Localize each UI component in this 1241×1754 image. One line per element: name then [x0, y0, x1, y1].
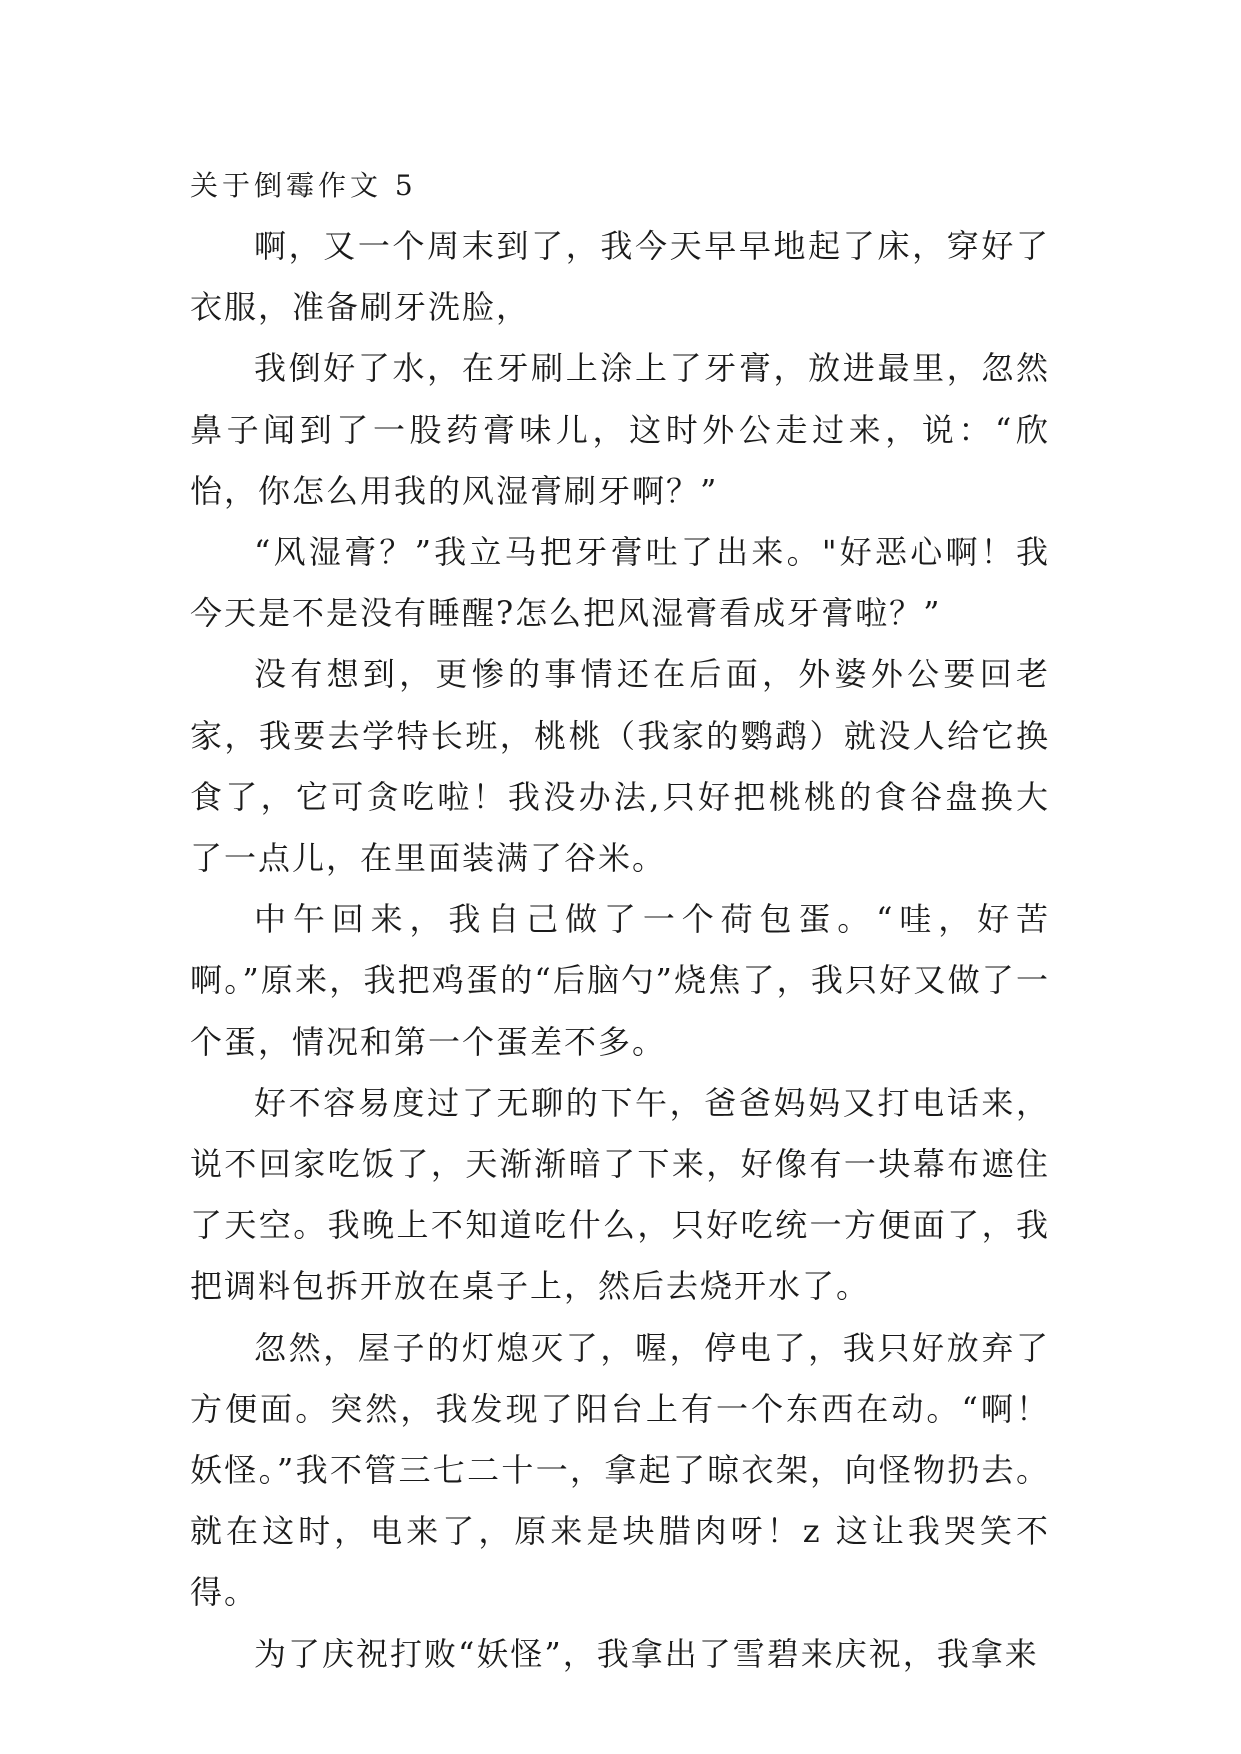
paragraph: 没有想到，更惨的事情还在后面，外婆外公要回老家，我要去学特长班，桃桃（我家的鹦鹉）就没人给它换食了，它可贪吃啦！我没办法,只好把桃桃的食谷盘换大了一点儿，在里面装满了谷米。	[190, 655, 1050, 878]
paragraph: 为了庆祝打败“妖怪”，我拿出了雪碧来庆祝，我拿来	[254, 1634, 1039, 1673]
paragraph: 忽然，屋子的灯熄灭了，喔，停电了，我只好放弃了方便面。突然，我发现了阳台上有一个东西在动。“啊！妖怪。”我不管三七二十一，拿起了晾衣架，向怪物扔去。就在这时，电来了，原来是块腊肉呀！z 这让我哭笑不得。	[190, 1328, 1050, 1612]
document-body	[190, 216, 1050, 1685]
paragraph: 中午回来，我自己做了一个荷包蛋。“哇，好苦啊。”原来，我把鸡蛋的“后脑勺”烧焦了，我只好又做了一个蛋，情况和第一个蛋差不多。	[190, 900, 1050, 1061]
paragraph: “风湿膏？”我立马把牙膏吐了出来。"好恶心啊！我今天是不是没有睡醒?怎么把风湿膏看成牙膏啦？”	[190, 533, 1050, 633]
document-title: 关于倒霉作文 5	[190, 169, 417, 202]
paragraph: 好不容易度过了无聊的下午，爸爸妈妈又打电话来，说不回家吃饭了，天渐渐暗了下来，好像有一块幕布遮住了天空。我晚上不知道吃什么，只好吃统一方便面了，我把调料包拆开放在桌子上，然后去烧开水了。	[190, 1083, 1050, 1306]
paragraph: 啊，又一个周末到了，我今天早早地起了床，穿好了衣服，准备刷牙洗脸，	[190, 227, 1050, 327]
paragraph: 我倒好了水，在牙刷上涂上了牙膏，放进最里，忽然鼻子闻到了一股药膏味儿，这时外公走过来，说：“欣怡，你怎么用我的风湿膏刷牙啊？”	[190, 349, 1050, 510]
